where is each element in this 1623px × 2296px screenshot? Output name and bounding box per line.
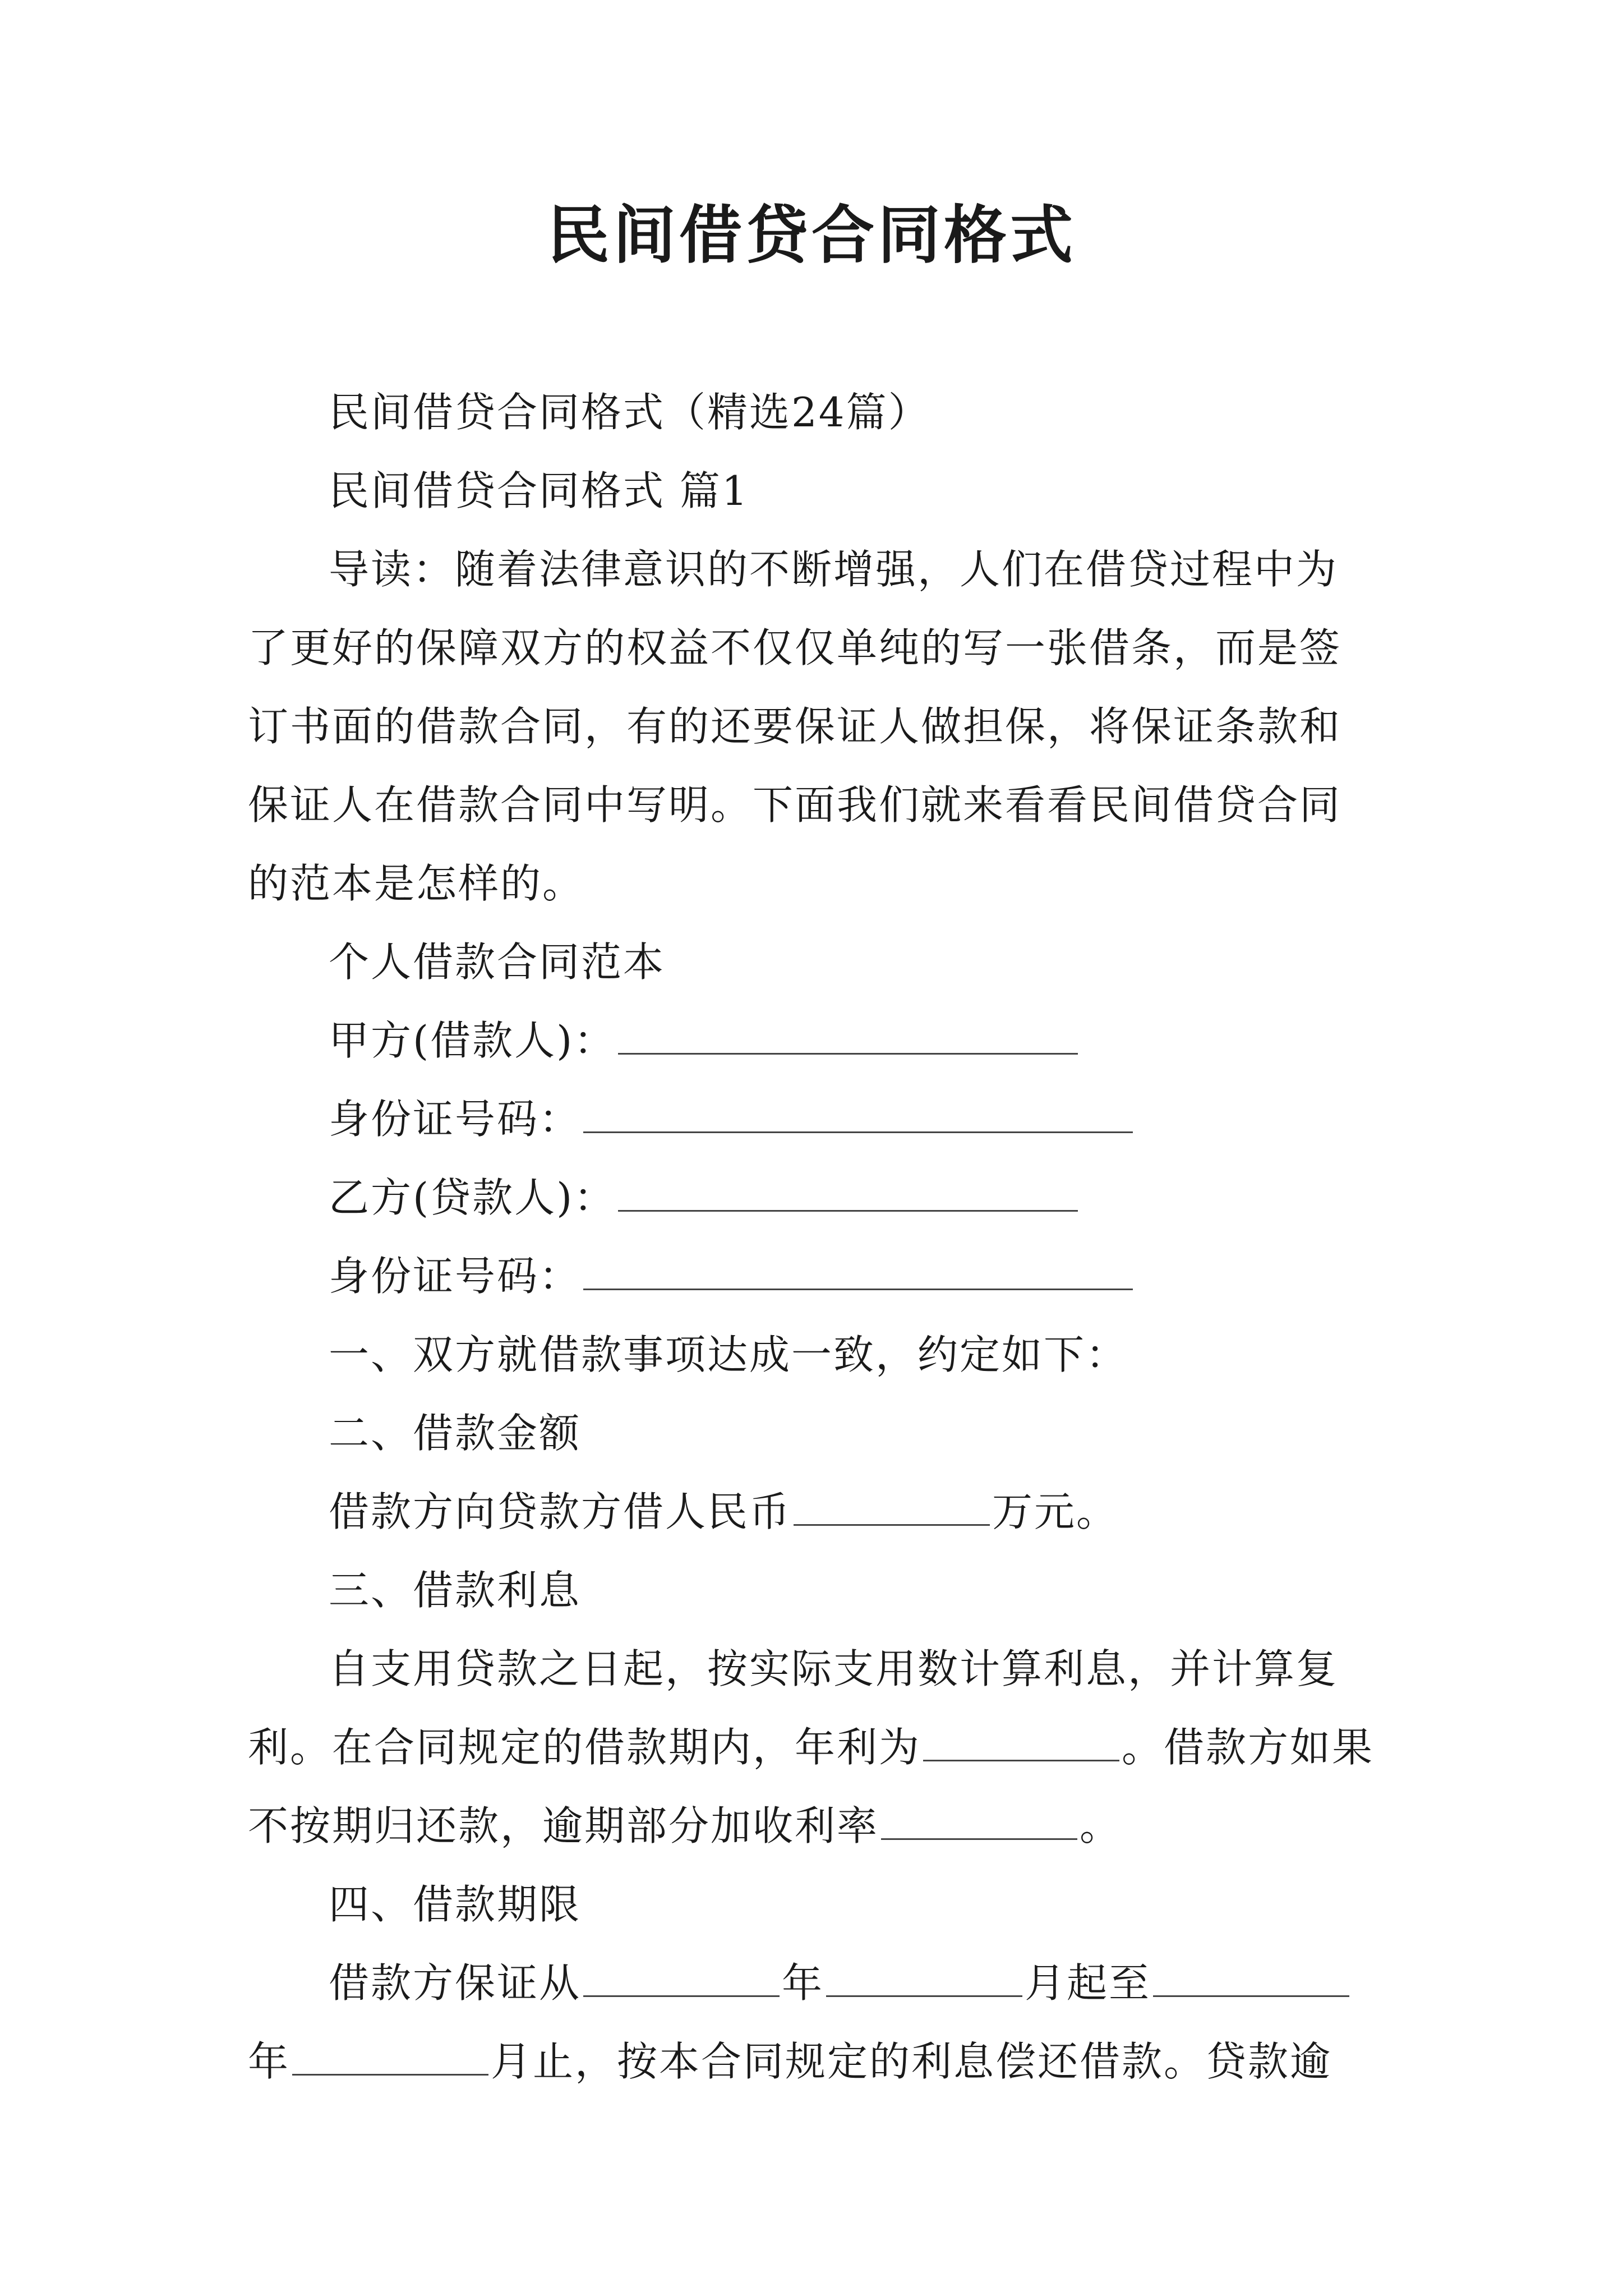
party-b-label: 乙方(贷款人)：	[329, 1174, 616, 1221]
contract-title: 个人借款合同范本	[329, 938, 666, 986]
clause-3-part3: 。	[1080, 1802, 1122, 1849]
id-a-label: 身份证号码：	[329, 1096, 582, 1143]
start-year-blank[interactable]	[583, 1961, 780, 1997]
clause-4-month1: 月起至	[1025, 1959, 1151, 2007]
clause-2-heading: 二、借款金额	[329, 1410, 582, 1457]
clause-1: 一、双方就借款事项达成一致，约定如下：	[329, 1331, 1128, 1378]
clause-3-part1: 自支用贷款之日起，按实际支用数计算利息，并计算复利。在合同规定的借款期内，年利为	[248, 1645, 1339, 1771]
clause-2-after: 万元。	[992, 1488, 1119, 1535]
party-b-field	[248, 1158, 1378, 1237]
document-title: 民间借贷合同格式	[547, 199, 1076, 272]
document-body	[248, 373, 1378, 2101]
subtitle: 民间借贷合同格式（精选24篇）	[329, 389, 930, 436]
clause-4-month2: 月止，按本合同规定的利息偿还借款。贷款逾	[491, 2038, 1332, 2085]
party-a-label: 甲方(借款人)：	[329, 1017, 616, 1064]
clause-4-year1: 年	[782, 1959, 824, 2007]
party-a-field	[248, 1001, 1378, 1080]
end-year-blank[interactable]	[1153, 1961, 1349, 1997]
overdue-rate-blank[interactable]	[881, 1803, 1077, 1840]
start-month-blank[interactable]	[826, 1961, 1022, 1997]
id-b-label: 身份证号码：	[329, 1253, 582, 1300]
clause-4-part1: 借款方保证从	[329, 1959, 582, 2007]
party-a-blank[interactable]	[618, 1018, 1078, 1055]
clause-4-text	[248, 1944, 1378, 2101]
party-b-blank[interactable]	[618, 1175, 1078, 1212]
clause-2-text	[248, 1473, 1378, 1551]
end-month-blank[interactable]	[292, 2039, 488, 2076]
section-heading: 民间借贷合同格式 篇1	[329, 467, 749, 514]
intro-paragraph: 导读：随着法律意识的不断增强，人们在借贷过程中为了更好的保障双方的权益不仅仅单纯的写一张借条，而是签订书面的借款合同，有的还要保证人做担保，将保证条款和保证人在借款合同中写明。下面我们就来看看民间借贷合同的范本是怎样的。	[248, 546, 1342, 907]
annual-rate-blank[interactable]	[923, 1725, 1119, 1761]
id-a-field	[248, 1080, 1378, 1158]
clause-4-year2: 年	[248, 2038, 291, 2085]
id-a-blank[interactable]	[583, 1097, 1133, 1133]
clause-3-text	[248, 1630, 1378, 1865]
clause-4-heading: 四、借款期限	[329, 1881, 582, 1928]
clause-2-before: 借款方向贷款方借人民币	[329, 1488, 792, 1535]
clause-3-heading: 三、借款利息	[329, 1567, 582, 1614]
loan-amount-blank[interactable]	[794, 1489, 990, 1526]
clause-3-part2: 。借款方如果不按期归还款，逾期部分加收利率	[248, 1724, 1375, 1849]
id-b-blank[interactable]	[583, 1254, 1133, 1290]
id-b-field	[248, 1237, 1378, 1315]
